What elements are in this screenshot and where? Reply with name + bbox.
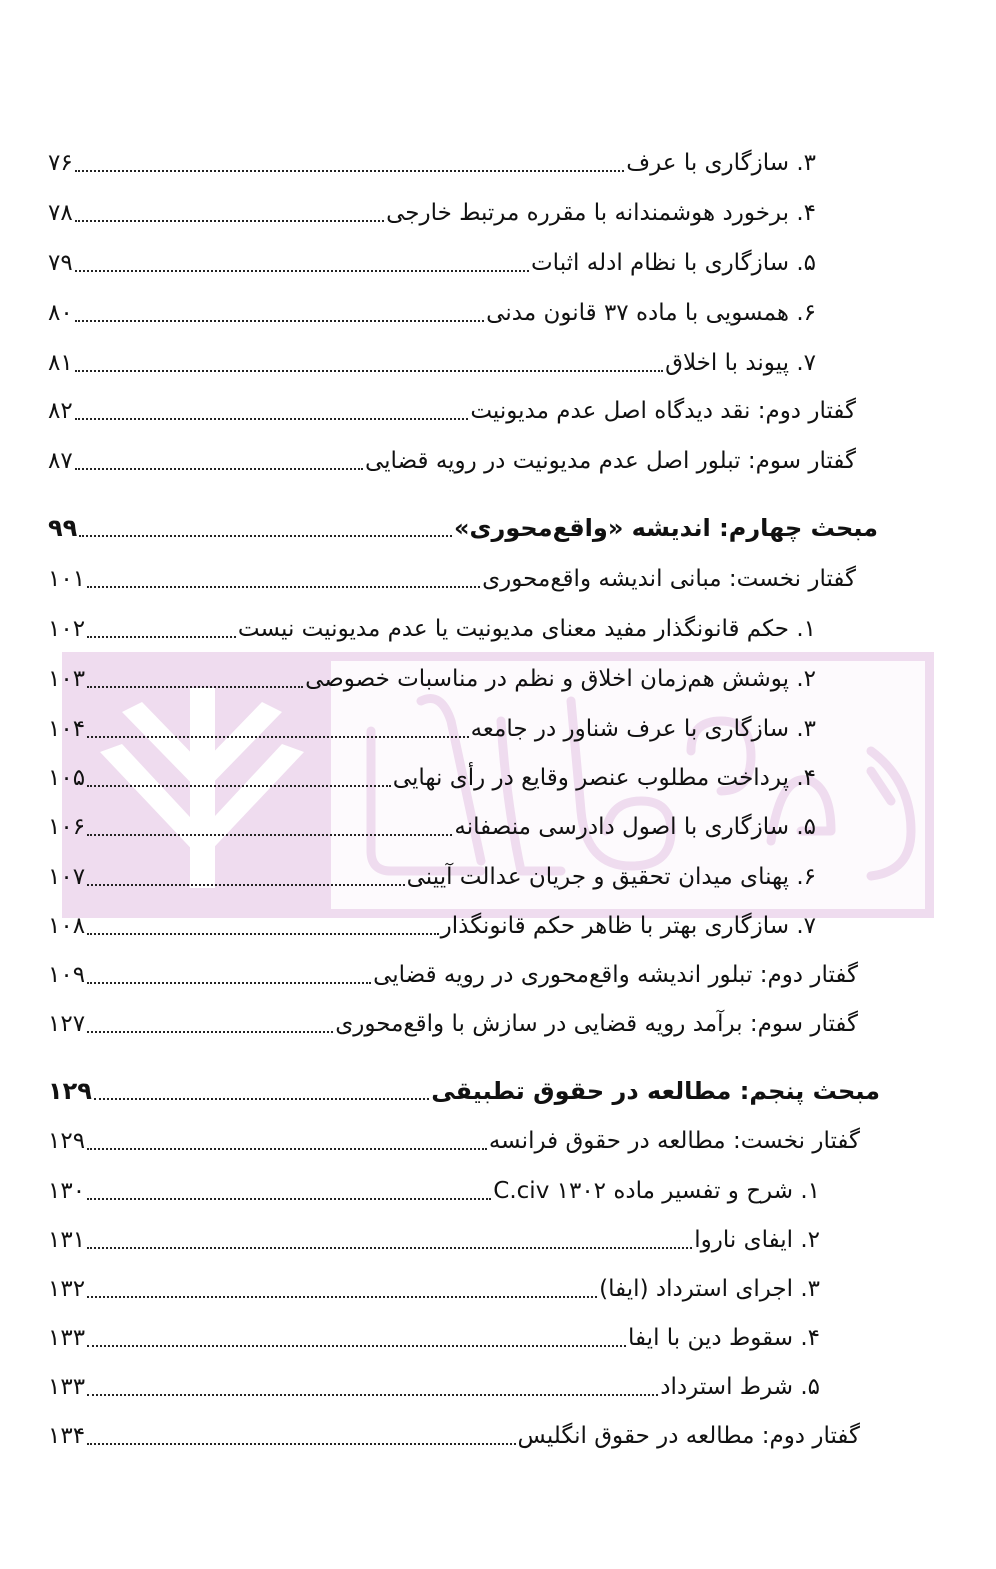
toc-entry-title: ۴. سقوط دین با ایفا xyxy=(628,1325,820,1351)
toc-entry-title: گفتار دوم: نقد دیدگاه اصل عدم مدیونیت xyxy=(470,398,856,424)
dot-leader xyxy=(87,1296,597,1298)
toc-entry-page: ۱۰۷ xyxy=(48,864,86,890)
toc-entry-page: ۱۲۷ xyxy=(48,1011,86,1037)
dot-leader xyxy=(75,418,469,420)
dot-leader xyxy=(87,1247,692,1249)
toc-entry-title: ۱. حکم قانونگذار مفید معنای مدیونیت یا عدم مدیونیت نیست xyxy=(237,616,816,642)
toc-entry-title: ۷. سازگاری بهتر با ظاهر حکم قانونگذار xyxy=(440,913,816,939)
toc-entry-title: ۲. پوشش هم‌زمان اخلاق و نظم در مناسبات خصوصی xyxy=(305,666,816,692)
toc-entry[interactable] xyxy=(48,753,816,793)
toc-entry-title: ۴. برخورد هوشمندانه با مقرره مرتبط خارجی xyxy=(386,200,816,226)
toc-entry[interactable] xyxy=(48,901,816,941)
toc-entry-page: ۱۲۹ xyxy=(48,1128,86,1154)
dot-leader xyxy=(75,270,529,272)
toc-entry-title: گفتار سوم: برآمد رویه قضایی در سازش با واقع‌محوری xyxy=(335,1011,858,1037)
toc-entry-title: ۵. شرط استرداد xyxy=(660,1374,820,1400)
dot-leader xyxy=(75,468,363,470)
toc-entry[interactable] xyxy=(48,436,856,476)
toc-entry-title: گفتار سوم: تبلور اصل عدم مدیونیت در رویه قضایی xyxy=(364,448,856,474)
toc-entry-page: ۱۳۳ xyxy=(48,1325,86,1351)
dot-leader xyxy=(87,1148,487,1150)
toc-entry[interactable] xyxy=(48,1264,820,1304)
dot-leader xyxy=(87,785,391,787)
toc-entry-page: ۱۳۱ xyxy=(48,1227,86,1253)
toc-entry-title: ۵. سازگاری با نظام ادله اثبات xyxy=(531,250,816,276)
toc-entry[interactable] xyxy=(48,604,816,644)
toc-entry[interactable] xyxy=(48,1215,820,1255)
toc-entry-page: ۱۳۴ xyxy=(48,1423,86,1449)
toc-entry[interactable] xyxy=(48,704,816,744)
toc-entry-title: گفتار دوم: تبلور اندیشه واقع‌محوری در رویه قضایی xyxy=(373,962,858,988)
toc-entry-title: مبحث پنجم: مطالعه در حقوق تطبیقی xyxy=(431,1077,880,1105)
dot-leader xyxy=(87,586,480,588)
dot-leader xyxy=(87,1443,515,1445)
toc-entry-title: ۷. پیوند با اخلاق xyxy=(665,350,816,376)
toc-entry-page: ۱۳۲ xyxy=(48,1276,86,1302)
toc-entry[interactable] xyxy=(48,950,858,990)
toc-entry-page: ۱۳۰ xyxy=(48,1178,86,1204)
toc-entry-title: مبحث چهارم: اندیشه «واقع‌محوری» xyxy=(454,514,878,542)
toc-entry-page: ۱۰۳ xyxy=(48,666,86,692)
dot-leader xyxy=(75,170,625,172)
dot-leader xyxy=(75,320,484,322)
toc-entry[interactable] xyxy=(48,654,816,694)
toc-entry-title: گفتار دوم: مطالعه در حقوق انگلیس xyxy=(517,1423,860,1449)
toc-entry-page: ۱۰۵ xyxy=(48,765,86,791)
dot-leader xyxy=(75,220,384,222)
toc-entry-page: ۹۹ xyxy=(48,514,78,542)
dot-leader xyxy=(87,834,452,836)
dot-leader xyxy=(87,686,303,688)
dot-leader xyxy=(75,370,663,372)
toc-entry-title: ۱. شرح و تفسیر ماده ۱۳۰۲ C.civ xyxy=(493,1178,820,1204)
toc-entry-title: ۶. پهنای میدان تحقیق و جریان عدالت آیینی xyxy=(406,864,816,890)
toc-entry-page: ۱۲۹ xyxy=(48,1077,92,1105)
toc-entry[interactable] xyxy=(48,138,816,178)
toc-section-heading[interactable] xyxy=(48,503,878,543)
dot-leader xyxy=(87,1198,491,1200)
dot-leader xyxy=(87,736,469,738)
dot-leader xyxy=(87,982,371,984)
toc-entry-title: ۳. سازگاری با عرف xyxy=(626,150,816,176)
dot-leader xyxy=(94,1098,429,1100)
toc-entry[interactable] xyxy=(48,999,858,1039)
toc-entry-page: ۷۹ xyxy=(48,250,73,276)
toc-entry[interactable] xyxy=(48,1166,820,1206)
toc-section-heading[interactable] xyxy=(48,1066,880,1106)
toc-entry-page: ۸۰ xyxy=(48,300,73,326)
dot-leader xyxy=(87,636,236,638)
toc-entry-page: ۱۰۸ xyxy=(48,913,86,939)
toc-entry[interactable] xyxy=(48,188,816,228)
toc-entry[interactable] xyxy=(48,554,856,594)
toc-entry[interactable] xyxy=(48,852,816,892)
toc-entry[interactable] xyxy=(48,802,816,842)
toc-entry-title: ۶. همسویی با ماده ۳۷ قانون مدنی xyxy=(486,300,816,326)
toc-entry-page: ۸۱ xyxy=(48,350,73,376)
toc-entry-title: گفتار نخست: مطالعه در حقوق فرانسه xyxy=(488,1128,860,1154)
toc-entry[interactable] xyxy=(48,338,816,378)
toc-entry[interactable] xyxy=(48,288,816,328)
dot-leader xyxy=(87,1394,658,1396)
toc-entry-title: ۴. پرداخت مطلوب عنصر وقایع در رأی نهایی xyxy=(392,765,816,791)
toc-entry-page: ۸۲ xyxy=(48,398,73,424)
toc-entry-page: ۷۸ xyxy=(48,200,73,226)
toc-entry[interactable] xyxy=(48,238,816,278)
toc-entry[interactable] xyxy=(48,1411,860,1451)
toc-entry-title: ۳. اجرای استرداد (ایفا) xyxy=(599,1276,820,1302)
toc-entry-page: ۱۰۶ xyxy=(48,814,86,840)
toc-entry-page: ۱۰۱ xyxy=(48,566,86,592)
toc-entry-page: ۱۰۲ xyxy=(48,616,86,642)
dot-leader xyxy=(87,1345,626,1347)
dot-leader xyxy=(79,535,452,537)
toc-entry[interactable] xyxy=(48,1362,820,1402)
toc-entry[interactable] xyxy=(48,1116,860,1156)
toc-entry-page: ۱۳۳ xyxy=(48,1374,86,1400)
dot-leader xyxy=(87,933,439,935)
dot-leader xyxy=(87,1031,333,1033)
toc-entry-page: ۷۶ xyxy=(48,150,73,176)
toc-entry-title: ۳. سازگاری با عرف شناور در جامعه xyxy=(470,716,816,742)
toc-entry-page: ۸۷ xyxy=(48,448,73,474)
toc-entry-page: ۱۰۹ xyxy=(48,962,86,988)
toc-entry-title: ۲. ایفای ناروا xyxy=(694,1227,820,1253)
dot-leader xyxy=(87,884,405,886)
toc-entry[interactable] xyxy=(48,386,856,426)
toc-entry-page: ۱۰۴ xyxy=(48,716,86,742)
toc-entry-title: گفتار نخست: مبانی اندیشه واقع‌محوری xyxy=(482,566,856,592)
toc-entry[interactable] xyxy=(48,1313,820,1353)
toc-entry-title: ۵. سازگاری با اصول دادرسی منصفانه xyxy=(454,814,816,840)
